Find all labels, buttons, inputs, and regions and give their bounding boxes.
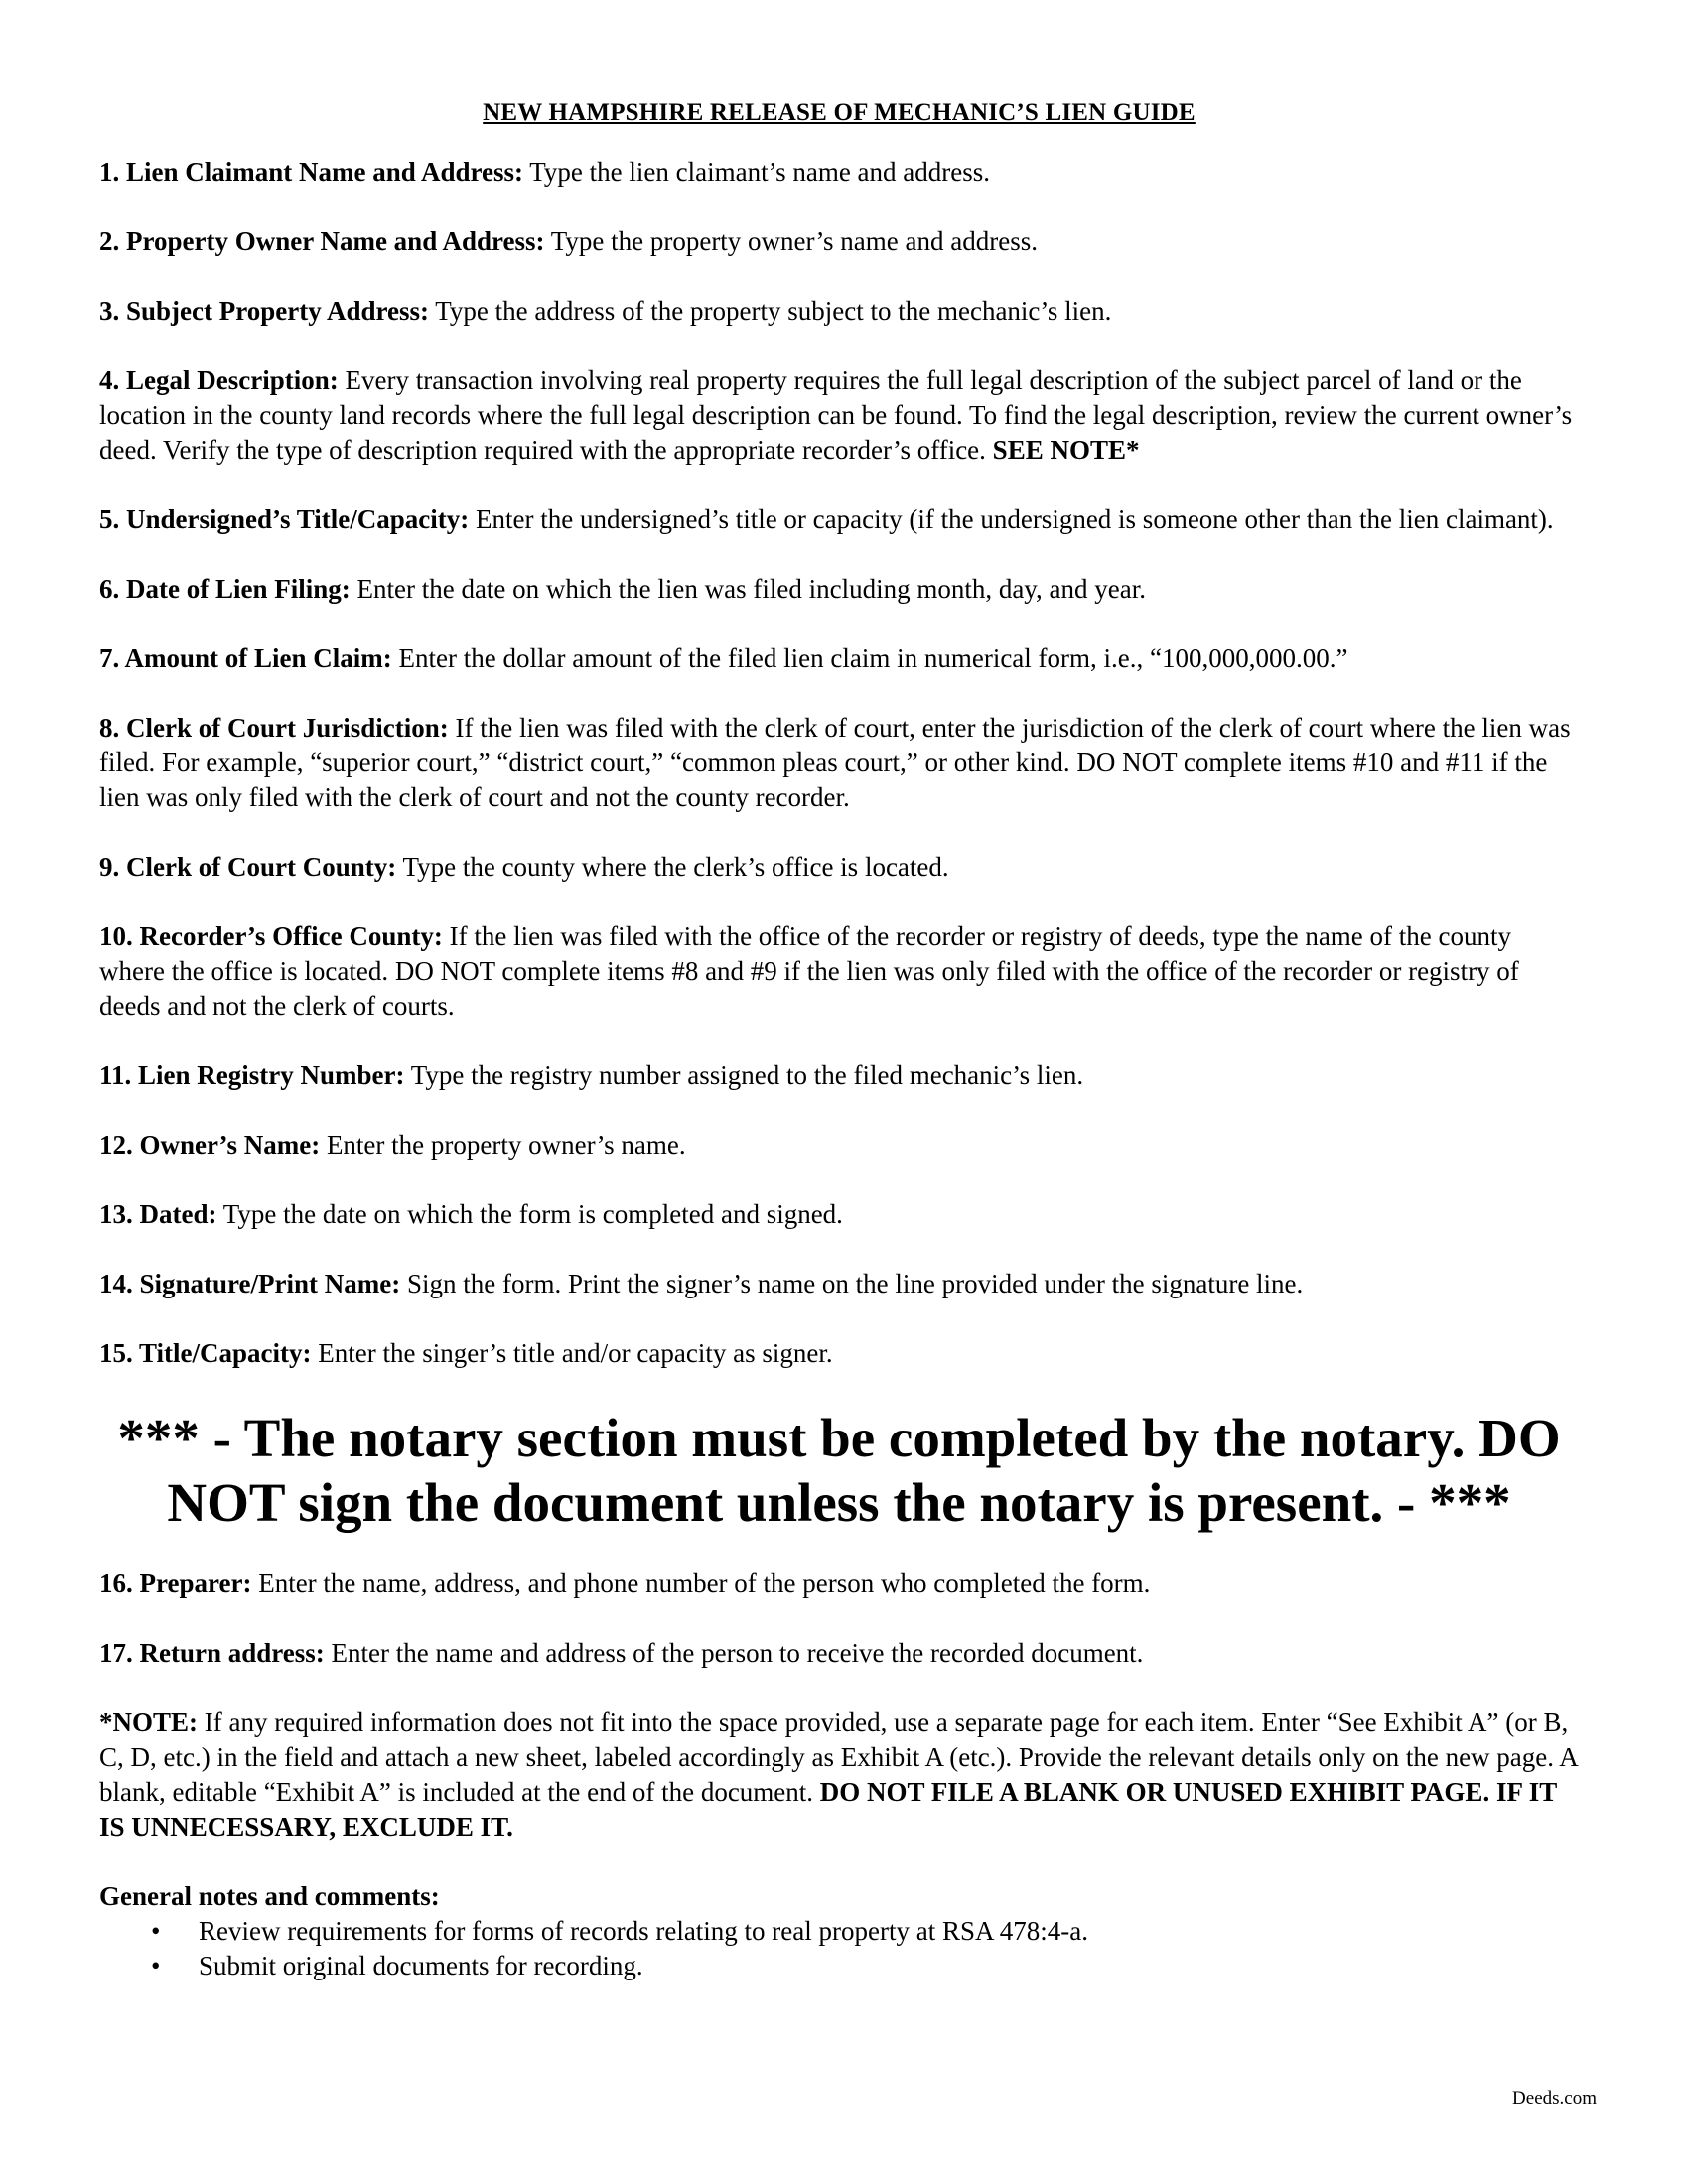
- title-text: NEW HAMPSHIRE RELEASE OF MECHANIC’S LIEN GUIDE: [483, 99, 1196, 126]
- page-title: [99, 99, 1579, 127]
- guide-item: 4. Legal Description: Every transaction involving real property requires the full legal description of the subject parcel of land or the location in the county land records where the full legal description can be found. To find the legal description, review the current owner’s deed. Verify the type of description required with the appropriate recorder’s office. SEE NOTE*: [99, 365, 1573, 465]
- items-section-1: [99, 155, 1579, 1371]
- notary-warning-line-2: NOT sign the document unless the notary is present. - ***: [167, 1472, 1511, 1533]
- list-item: • Review requirements for forms of records relating to real property at RSA 478:4-a.: [99, 1914, 1579, 1949]
- bullet-icon: •: [151, 1951, 161, 1980]
- guide-item: 12. Owner’s Name: Enter the property owner’s name.: [99, 1130, 686, 1160]
- bullet-icon: •: [151, 1916, 161, 1946]
- guide-item: 6. Date of Lien Filing: Enter the date on which the lien was filed including month, day, and year.: [99, 574, 1147, 604]
- guide-item: 17. Return address: Enter the name and address of the person to receive the recorded document.: [99, 1638, 1144, 1668]
- guide-item: 14. Signature/Print Name: Sign the form. Print the signer’s name on the line provided under the signature line.: [99, 1269, 1304, 1298]
- list-item: • Submit original documents for recording.: [99, 1949, 1579, 1983]
- general-notes-list: [99, 1914, 1579, 1983]
- items-section-2: [99, 1567, 1579, 1671]
- guide-item: 9. Clerk of Court County: Type the county where the clerk’s office is located.: [99, 852, 949, 882]
- general-notes-heading: General notes and comments:: [99, 1881, 440, 1911]
- guide-item: 16. Preparer: Enter the name, address, and phone number of the person who completed the form.: [99, 1569, 1151, 1598]
- exhibit-note: *NOTE: If any required information does not fit into the space provided, use a separate page for each item. Enter “See Exhibit A” (or B, C, D, etc.) in the field and attach a new sheet, labeled accordingly as Exhibit A (etc.). Provide the relevant details only on the new page. A blank, editable “Exhibit A” is included at the end of the document. DO NOT FILE A BLANK OR UNUSED EXHIBIT PAGE. IF IT IS UNNECESSARY, EXCLUDE IT.: [99, 1707, 1578, 1842]
- guide-item: 10. Recorder’s Office County: If the lien was filed with the office of the recorder or registry of deeds, type the name of the county where the office is located. DO NOT complete items #8 and #9 if the lien was only filed with the office of the recorder or registry of deeds and not the clerk of courts.: [99, 921, 1519, 1021]
- guide-item: 1. Lien Claimant Name and Address: Type the lien claimant’s name and address.: [99, 157, 991, 187]
- guide-item: 5. Undersigned’s Title/Capacity: Enter the undersigned’s title or capacity (if the undersigned is someone other than the lien claimant).: [99, 504, 1554, 534]
- guide-item: 2. Property Owner Name and Address: Type the property owner’s name and address.: [99, 226, 1038, 256]
- footer-brand: Deeds.com: [1512, 2088, 1597, 2109]
- notary-warning: [99, 1406, 1579, 1535]
- general-notes: [99, 1879, 1579, 1983]
- guide-item: 13. Dated: Type the date on which the form is completed and signed.: [99, 1199, 843, 1229]
- notary-warning-line-1: *** - The notary section must be completed by the notary. DO: [117, 1408, 1561, 1468]
- guide-item: 8. Clerk of Court Jurisdiction: If the lien was filed with the clerk of court, enter the jurisdiction of the clerk of court where the lien was filed. For example, “superior court,” “district court,” “common pleas court,” or other kind. DO NOT complete items #10 and #11 if the lien was only filed with the clerk of court and not the county recorder.: [99, 713, 1571, 812]
- guide-item: 15. Title/Capacity: Enter the singer’s title and/or capacity as signer.: [99, 1338, 833, 1368]
- guide-item: 7. Amount of Lien Claim: Enter the dollar amount of the filed lien claim in numerical form, i.e., “100,000,000.00.”: [99, 643, 1348, 673]
- guide-item: 11. Lien Registry Number: Type the registry number assigned to the filed mechanic’s lien.: [99, 1060, 1084, 1090]
- document-page: [99, 99, 1579, 1983]
- guide-item: 3. Subject Property Address: Type the address of the property subject to the mechanic’s lien.: [99, 296, 1112, 326]
